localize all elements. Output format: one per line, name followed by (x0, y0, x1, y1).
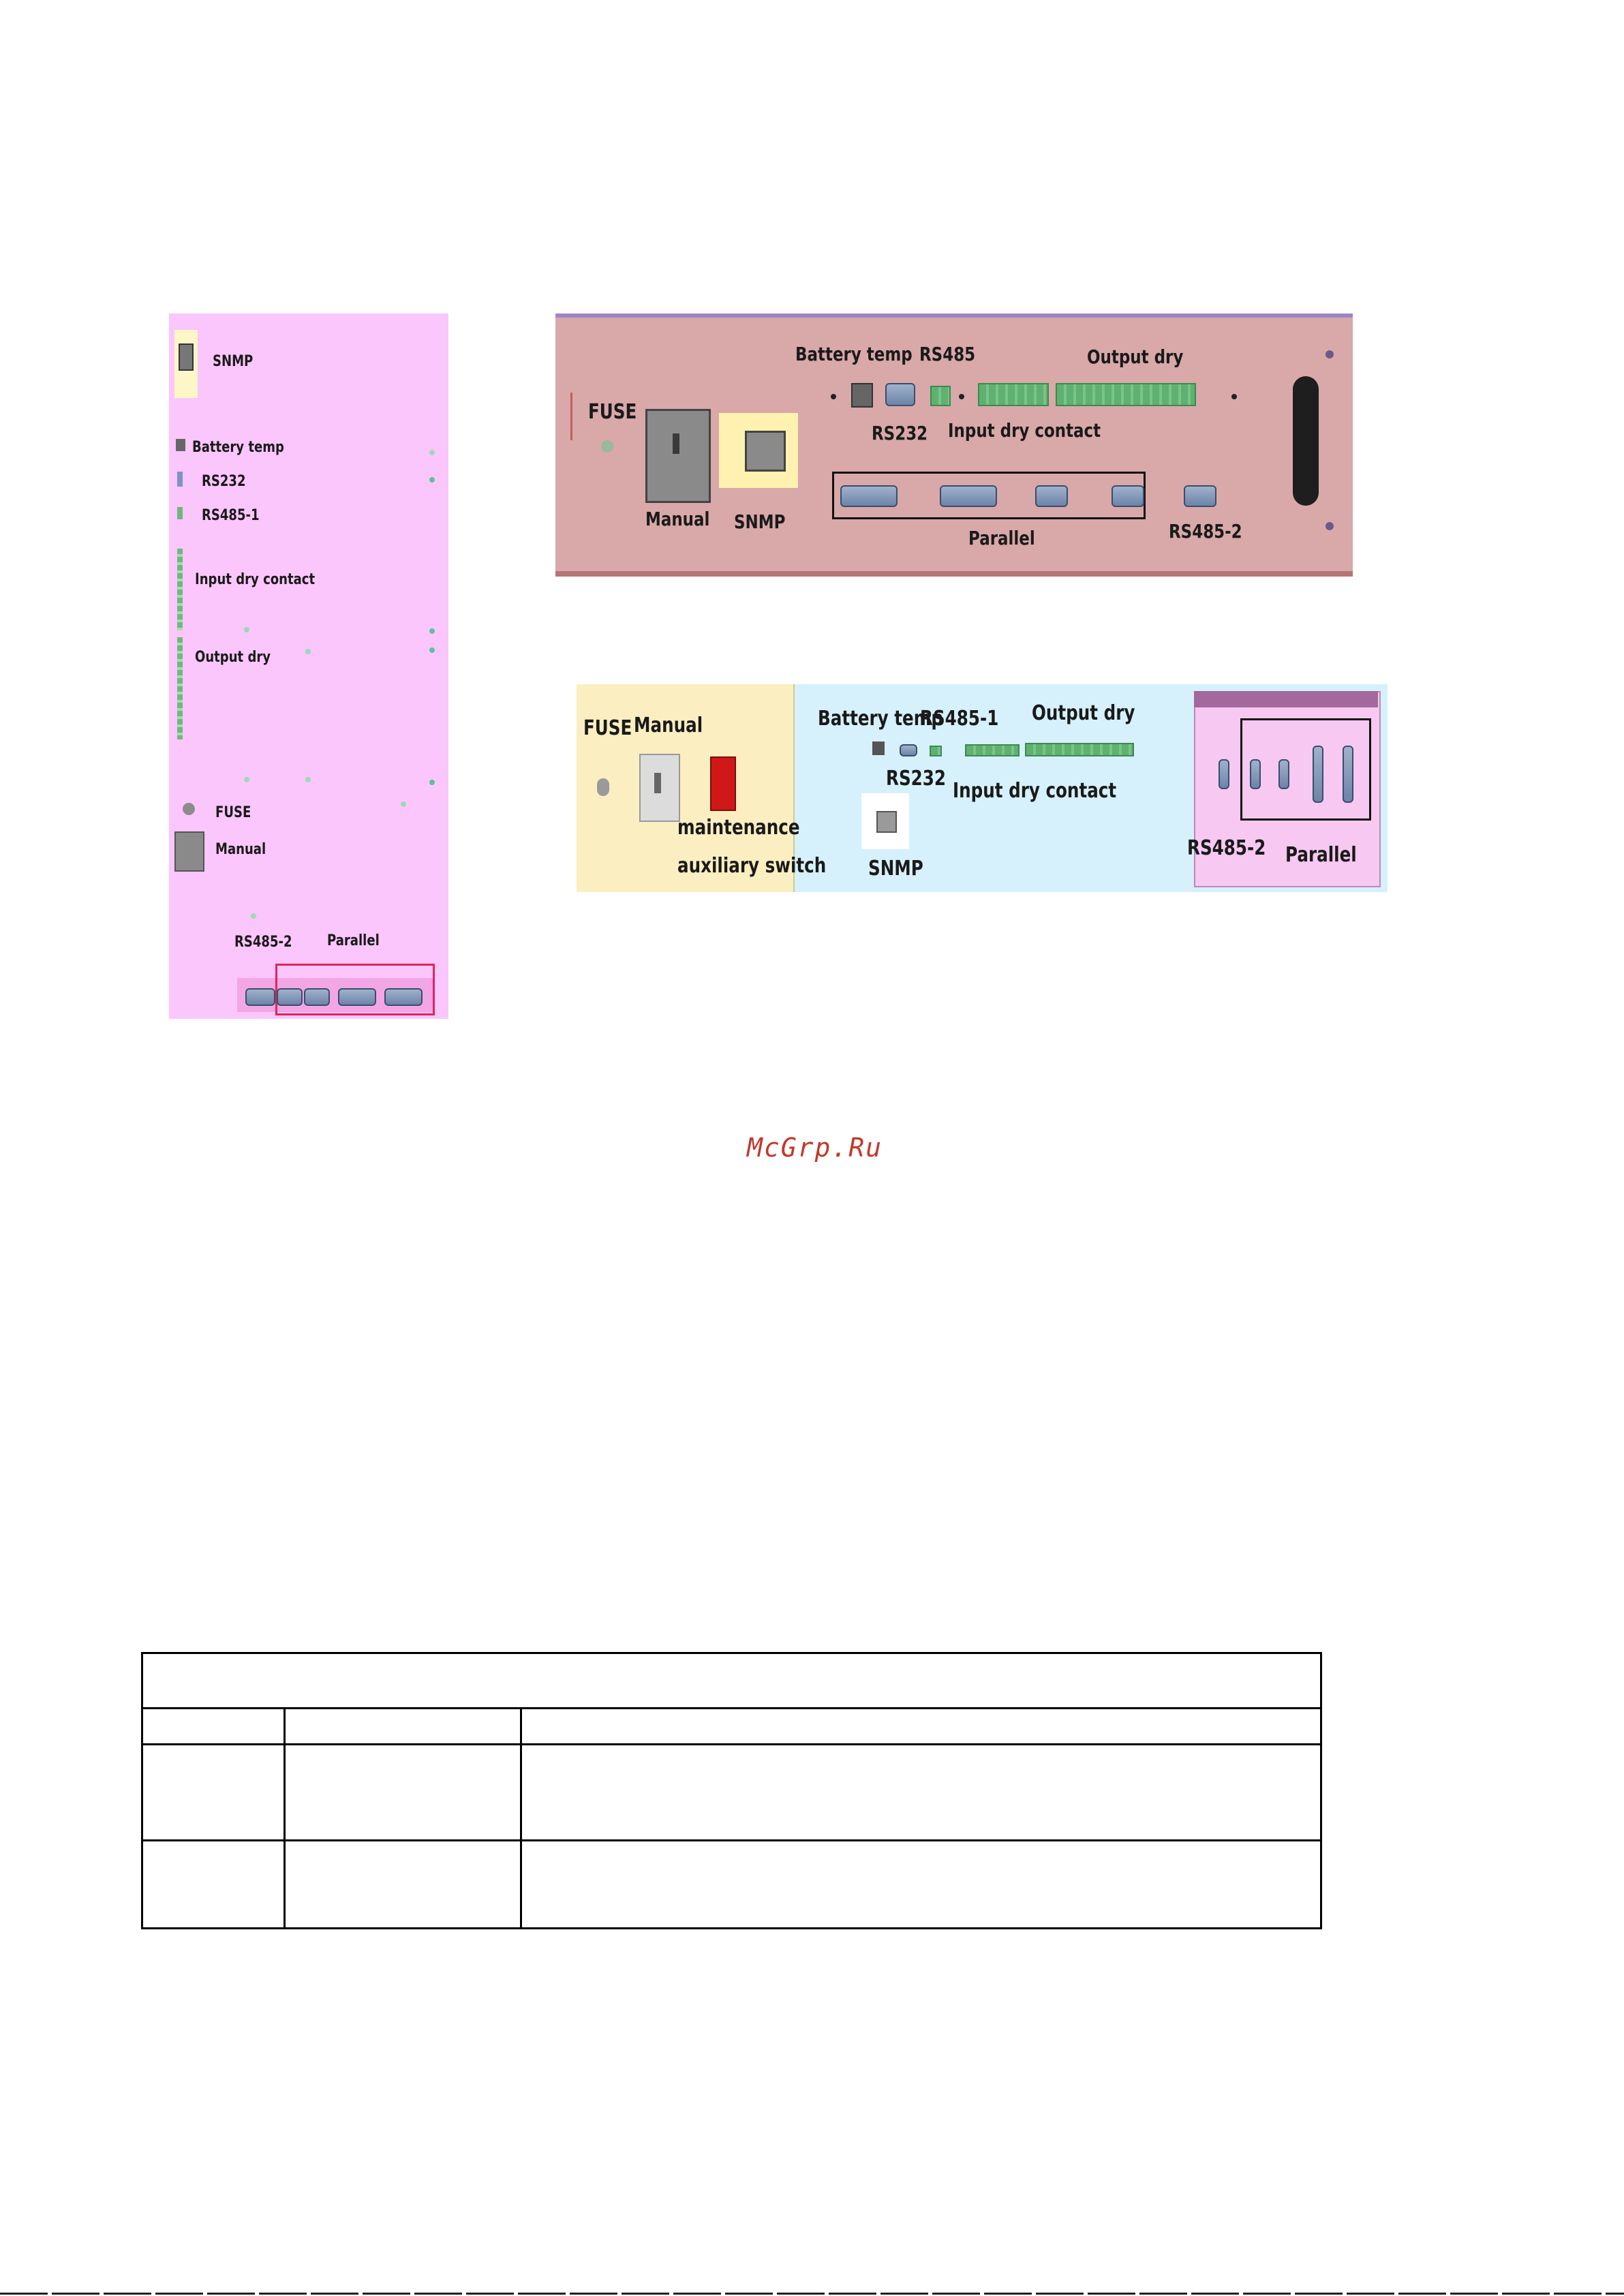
rs232-port (177, 472, 183, 487)
table-row (142, 1709, 1321, 1745)
screw-icon (244, 777, 249, 782)
parallel-label: Parallel (1285, 843, 1357, 867)
table-row (142, 1745, 1321, 1841)
rs485-2-label: RS485-2 (234, 934, 292, 951)
screw-icon (429, 780, 435, 785)
table-cell (142, 1745, 285, 1841)
parallel-port (384, 988, 423, 1006)
rs485-2-port (1219, 759, 1229, 789)
snmp-label: SNMP (213, 353, 254, 370)
input-dry-contact-terminal (965, 744, 1020, 756)
screw-icon (401, 801, 406, 807)
maintenance-label: maintenance (677, 816, 800, 840)
footer-rule (0, 2293, 1624, 2295)
manual-switch (645, 409, 711, 503)
screw-icon (429, 450, 435, 455)
table-cell (521, 1709, 1321, 1745)
screw-icon (1326, 522, 1334, 530)
screw-icon (959, 394, 964, 399)
rs232-label: RS232 (886, 767, 947, 791)
screw-icon (244, 627, 249, 632)
snmp-port (745, 431, 786, 472)
parallel-area-top-bar (1194, 691, 1378, 707)
screw-icon (1326, 350, 1334, 358)
parallel-port (1278, 759, 1289, 789)
fuse-label: FUSE (588, 400, 637, 424)
table-cell (521, 1841, 1321, 1929)
rs232-port (900, 744, 917, 756)
output-dry-terminal (1056, 383, 1196, 406)
table-header-row (142, 1653, 1321, 1709)
rs232-label: RS232 (202, 473, 246, 490)
battery-temp-port (872, 741, 885, 755)
rs485-label: RS485 (919, 343, 976, 365)
snmp-label: SNMP (868, 857, 923, 881)
screw-icon (305, 777, 311, 782)
empty-table (141, 1652, 1322, 1929)
bottom-right-panel-figure (577, 684, 1388, 892)
auxiliary-switch-label: auxiliary switch (677, 854, 827, 878)
screw-icon (251, 913, 256, 919)
screw-icon (429, 647, 435, 653)
input-dry-contact-label: Input dry contact (953, 779, 1117, 803)
battery-temp-label: Battery temp (192, 439, 284, 456)
screw-icon (831, 394, 836, 399)
parallel-port (277, 988, 303, 1006)
output-dry-label: Output dry (1087, 346, 1184, 368)
fuse-line (570, 393, 572, 440)
screw-icon (1231, 394, 1237, 399)
manual-switch (174, 831, 204, 872)
snmp-port (876, 811, 897, 833)
rs485-1-label: RS485-1 (920, 707, 999, 731)
handle-icon (1293, 376, 1319, 506)
rs485-1-port (177, 507, 183, 519)
table-cell (285, 1841, 521, 1929)
table-cell (521, 1745, 1321, 1841)
table-cell (142, 1709, 285, 1745)
parallel-label: Parallel (968, 527, 1035, 549)
rs232-port (885, 383, 915, 406)
battery-temp-port (851, 383, 873, 408)
fuse-label: FUSE (583, 716, 632, 740)
parallel-label: Parallel (327, 932, 380, 949)
manual-label: Manual (645, 508, 710, 530)
output-dry-label: Output dry (1032, 701, 1135, 725)
battery-temp-label: Battery temp (795, 343, 913, 365)
manual-label: Manual (215, 841, 266, 858)
output-dry-terminal (1025, 743, 1134, 756)
table-cell (142, 1841, 285, 1929)
manual-label: Manual (634, 714, 703, 737)
table-cell (142, 1653, 1321, 1709)
left-panel-figure (169, 313, 448, 1019)
snmp-port (179, 343, 194, 371)
rs485-1-port (930, 746, 942, 756)
parallel-port (304, 988, 330, 1006)
screw-icon (429, 628, 435, 634)
top-right-panel-figure (555, 313, 1353, 577)
output-dry-terminal (177, 637, 183, 739)
output-dry-label: Output dry (195, 649, 271, 666)
table-cell (285, 1709, 521, 1745)
table-row (142, 1841, 1321, 1929)
parallel-port (1035, 485, 1068, 507)
battery-temp-port (176, 439, 185, 451)
parallel-port (1250, 759, 1261, 789)
manual-switch-slot (673, 433, 679, 454)
rs485-1-label: RS485-1 (202, 507, 260, 524)
snmp-label: SNMP (734, 510, 786, 533)
rs485-2-port (1184, 485, 1216, 507)
fuse-icon (601, 440, 613, 453)
fuse-icon (597, 778, 609, 796)
parallel-port (338, 988, 376, 1006)
input-dry-contact-label: Input dry contact (948, 419, 1101, 442)
fuse-label: FUSE (215, 804, 251, 821)
rs485-port (930, 386, 951, 406)
table-cell (285, 1745, 521, 1841)
screw-icon (429, 477, 435, 483)
parallel-port (940, 485, 997, 507)
screw-icon (305, 649, 311, 654)
manual-switch-slot (654, 773, 661, 793)
input-dry-contact-terminal (177, 549, 183, 630)
parallel-port (1112, 485, 1144, 507)
rs485-2-port (245, 988, 275, 1006)
rs232-label: RS232 (872, 422, 928, 444)
fuse-icon (183, 803, 195, 815)
battery-temp-label: Battery temp (818, 707, 943, 731)
maintenance-switch (710, 756, 736, 811)
rs485-2-label: RS485-2 (1187, 836, 1266, 860)
input-dry-contact-label: Input dry contact (195, 571, 316, 588)
parallel-port (1313, 746, 1323, 803)
rs485-2-label: RS485-2 (1169, 520, 1242, 542)
watermark: McGrp.Ru (747, 1133, 883, 1163)
parallel-port (840, 485, 898, 507)
input-dry-contact-terminal (978, 383, 1049, 406)
parallel-port (1343, 746, 1353, 803)
